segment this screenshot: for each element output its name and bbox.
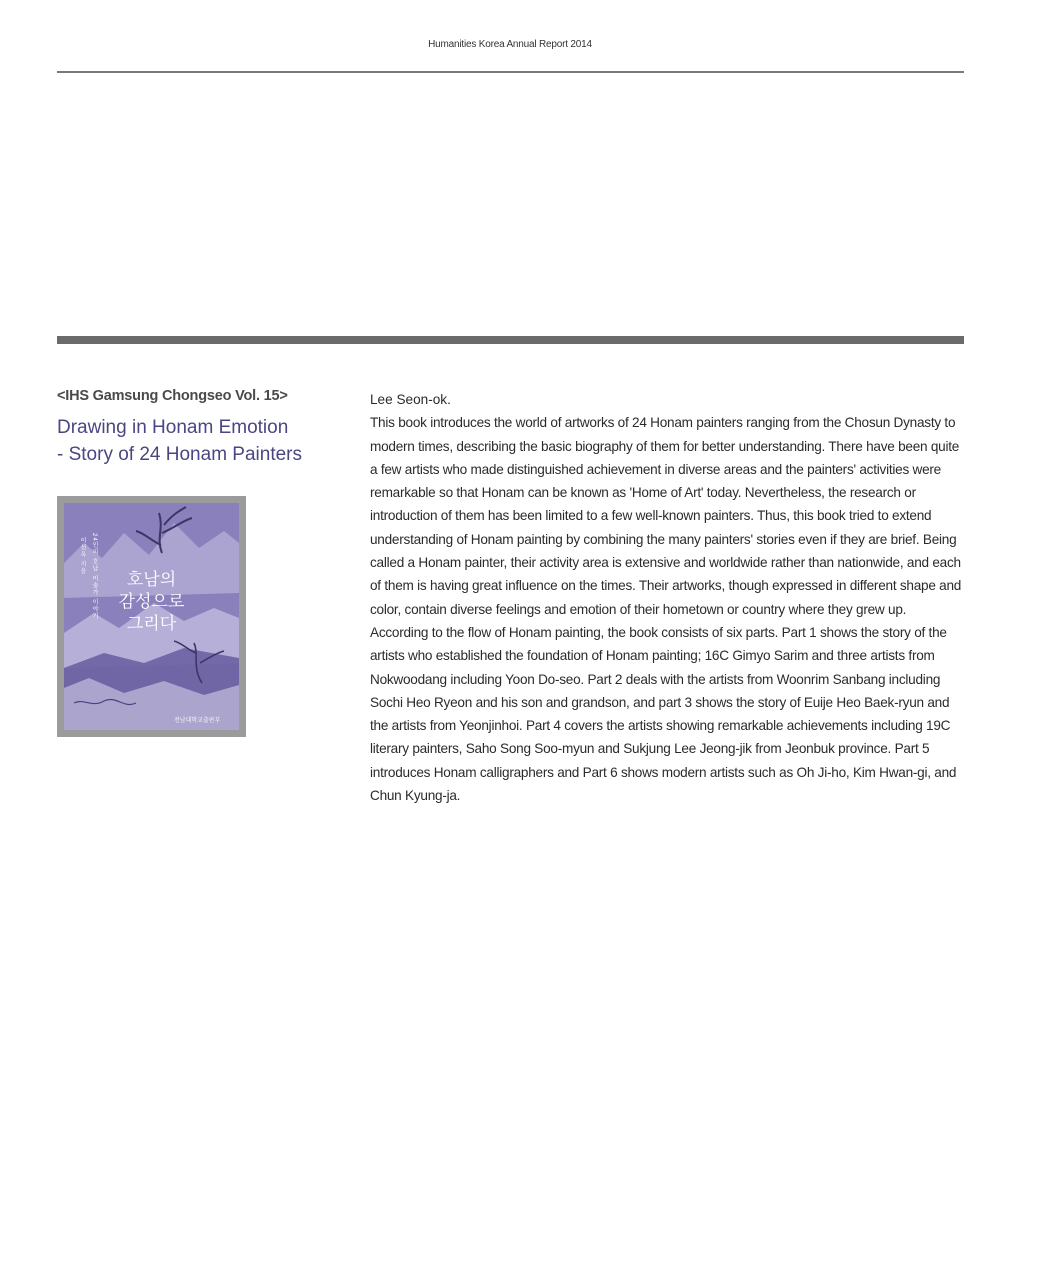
author-name: Lee Seon-ok. [370, 392, 451, 407]
book-cover-frame [57, 496, 246, 737]
running-header: Humanities Korea Annual Report 2014 [428, 39, 592, 50]
cover-title-line-2: 감성으로 [118, 592, 185, 612]
cover-title-line-3: 그리다 [126, 614, 177, 634]
book-description: This book introduces the world of artworks of 24 Honam painters ranging from the Chosun Dynasty to modern times, describing the basic biography of them for better understanding. There have been quite a few artists who made distinguished achievement in diverse areas and the painters' activities were remarkable so that Honam can be known as 'Home of Art' today. Nevertheless, the research or introduction of them has been limited to a few well-known painters. Thus, this book tried to extend understanding of Honam painting by combining the many painters' stories even if they are brief. Being called a Honam painter, their activity area is extensive and worldwide rather than nationwide, and each of them is having great influence on the times. Their artworks, though expressed in different shape and color, contain diverse feelings and emotion of their hometown or country where they grew up. According to the flow of Honam painting, the book consists of six parts. Part 1 shows the story of the artists who established the foundation of Honam painting; 16C Gimyo Sarim and three artists from Nokwoodang including Yoon Do-seo. Part 2 deals with the artists from Woonrim Sanbang including Sochi Heo Ryeon and his son and grandson, and part 3 shows the story of Euije Heo Baek-ryun and the artists from Yeonjinhoi. Part 4 covers the artists showing remarkable achievements including 19C literary painters, Saho Song Soo-myun and Sukjung Lee Jeong-jik from Jeonbuk province. Part 5 introduces Honam calligraphers and Part 6 shows modern artists such as Oh Ji-ho, Kim Hwan-gi, and Chun Kyung-ja. [370, 415, 962, 804]
section-divider-bar [57, 336, 964, 344]
cover-title [64, 569, 239, 635]
cover-subtitle-text: 24인의 호남 미술가 이야기 [91, 533, 97, 620]
header-rule [57, 71, 964, 73]
cover-title-line-1: 호남의 [126, 570, 177, 590]
cover-publisher: 전남대학교출판부 [174, 718, 221, 724]
book-description-column [370, 388, 966, 807]
book-info-column [57, 388, 347, 468]
series-label: <IHS Gamsung Chongseo Vol. 15> [57, 388, 288, 404]
cover-author-text: 이선옥 지음 [79, 537, 85, 575]
book-title [57, 414, 347, 468]
book-title-line-2: - Story of 24 Honam Painters [57, 444, 302, 465]
book-cover-image [64, 503, 239, 730]
book-title-line-1: Drawing in Honam Emotion [57, 417, 289, 438]
